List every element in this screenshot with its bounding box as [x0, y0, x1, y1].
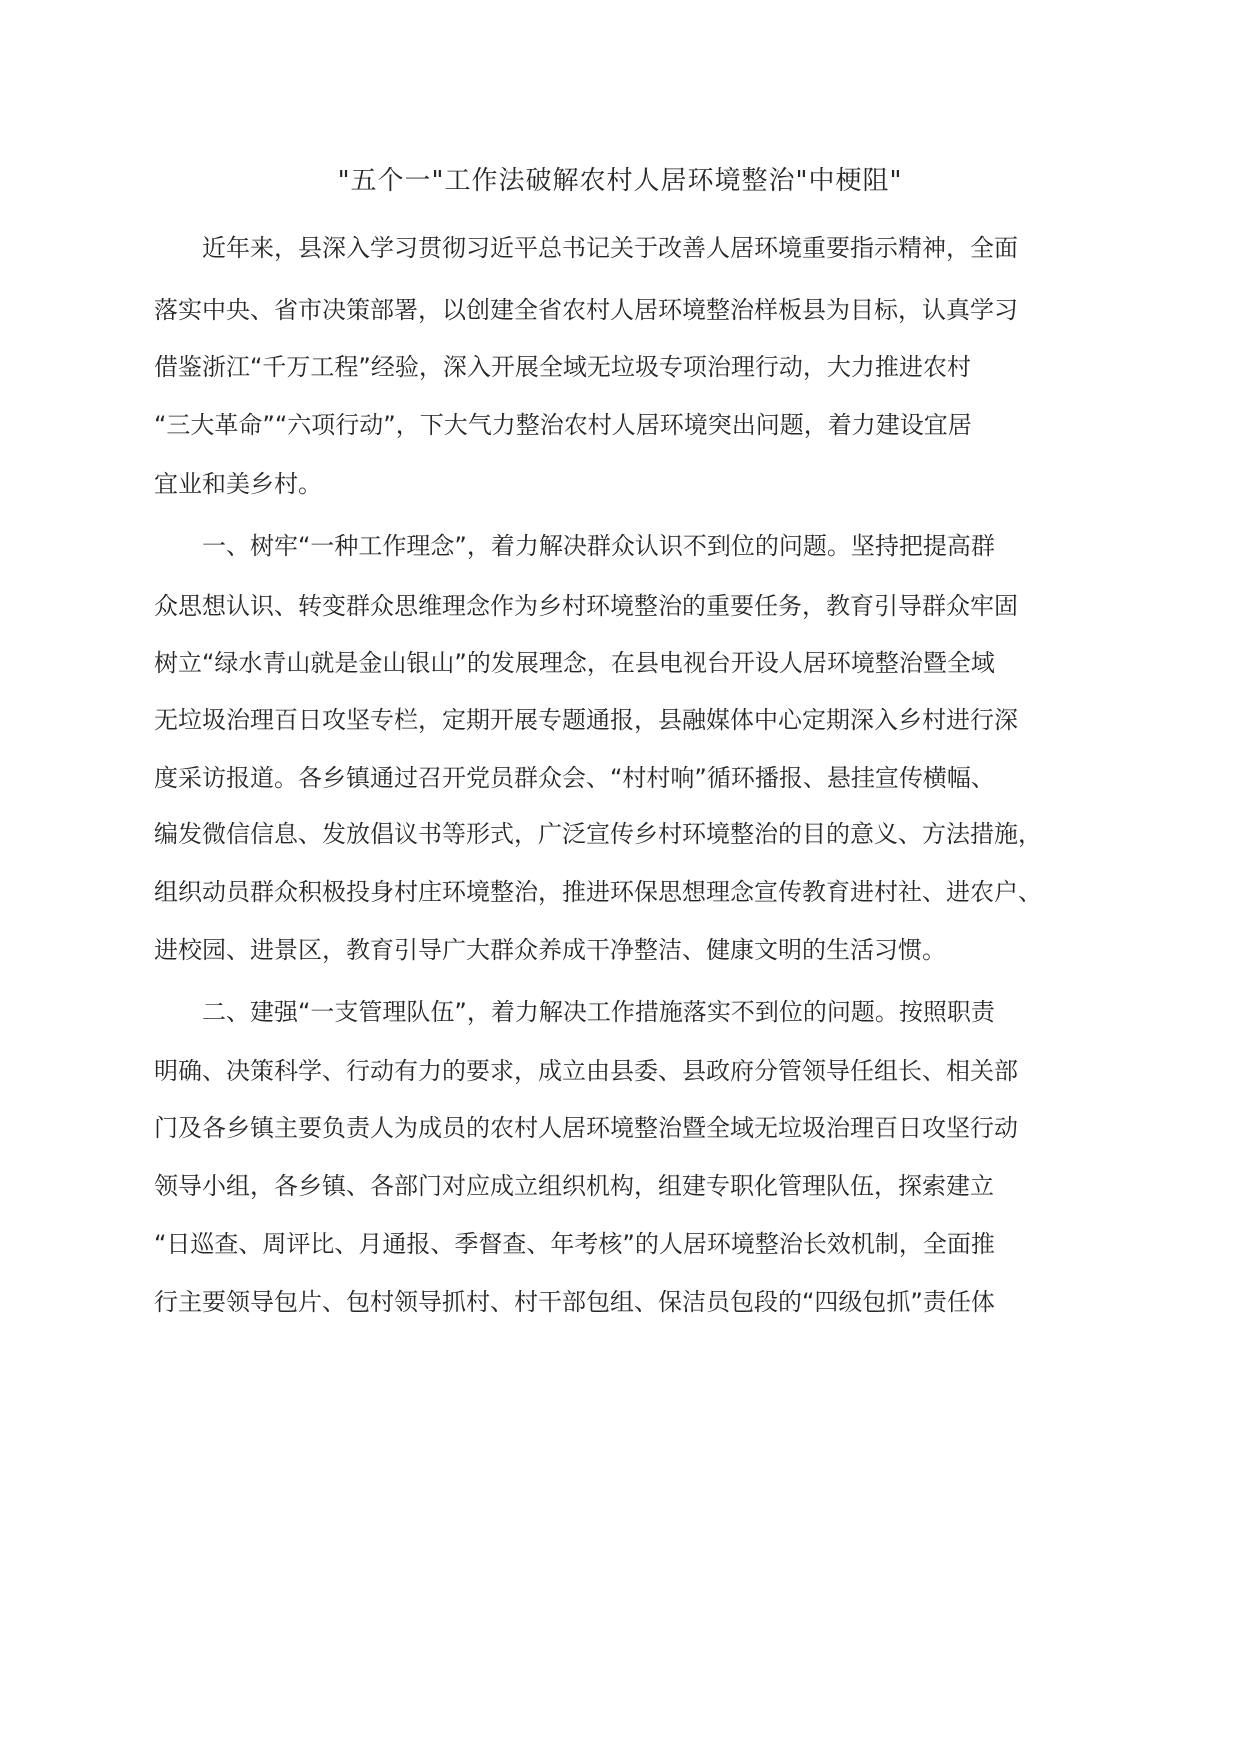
paragraph-two-line-2: 明确、决策科学、行动有力的要求，成立由县委、县政府分管领导任组长、相关部	[154, 1057, 1018, 1085]
paragraph-one-line-4: 无垃圾治理百日攻坚专栏，定期开展专题通报，县融媒体中心定期深入乡村进行深	[154, 706, 1018, 734]
paragraph-one-line-5: 度采访报道。各乡镇通过召开党员群众会、“村村响”循环播报、悬挂宣传横幅、	[154, 764, 995, 792]
paragraph-intro-line-5: 宜业和美乡村。	[154, 470, 322, 498]
paragraph-two-line-6: 行主要领导包片、包村领导抓村、村干部包组、保洁员包段的“四级包抓”责任体	[154, 1288, 995, 1316]
paragraph-one-line-2: 众思想认识、转变群众思维理念作为乡村环境整治的重要任务，教育引导群众牢固	[154, 592, 1018, 620]
paragraph-two-line-5: “日巡查、周评比、月通报、季督查、年考核”的人居环境整治长效机制，全面推	[154, 1230, 995, 1258]
paragraph-two-line-1: 二、建强“一支管理队伍”，着力解决工作措施落实不到位的问题。按照职责	[202, 998, 995, 1026]
paragraph-one-line-8: 进校园、进景区，教育引导广大群众养成干净整洁、健康文明的生活习惯。	[154, 936, 946, 964]
paragraph-two-line-3: 门及各乡镇主要负责人为成员的农村人居环境整治暨全域无垃圾治理百日攻坚行动	[154, 1114, 1018, 1142]
paragraph-intro-line-1: 近年来，县深入学习贯彻习近平总书记关于改善人居环境重要指示精神，全面	[202, 234, 1018, 262]
paragraph-one-line-6: 编发微信信息、发放倡议书等形式，广泛宣传乡村环境整治的目的意义、方法措施，	[154, 820, 1042, 848]
paragraph-one-line-7: 组织动员群众积极投身村庄环境整治，推进环保思想理念宣传教育进村社、进农户、	[154, 878, 1042, 906]
paragraph-one-line-1: 一、树牢“一种工作理念”，着力解决群众认识不到位的问题。坚持把提高群	[202, 532, 995, 560]
document-title: "五个一"工作法破解农村人居环境整治"中梗阻"	[337, 166, 903, 196]
paragraph-one-line-3: 树立“绿水青山就是金山银山”的发展理念，在县电视台开设人居环境整治暨全域	[154, 649, 995, 677]
paragraph-intro-line-4: “三大革命”“六项行动”，下大气力整治农村人居环境突出问题，着力建设宜居	[154, 411, 972, 439]
paragraph-intro-line-2: 落实中央、省市决策部署，以创建全省农村人居环境整治样板县为目标，认真学习	[154, 296, 1018, 324]
paragraph-intro-line-3: 借鉴浙江“千万工程”经验，深入开展全域无垃圾专项治理行动，大力推进农村	[154, 353, 971, 381]
paragraph-two-line-4: 领导小组，各乡镇、各部门对应成立组织机构，组建专职化管理队伍，探索建立	[154, 1172, 994, 1200]
